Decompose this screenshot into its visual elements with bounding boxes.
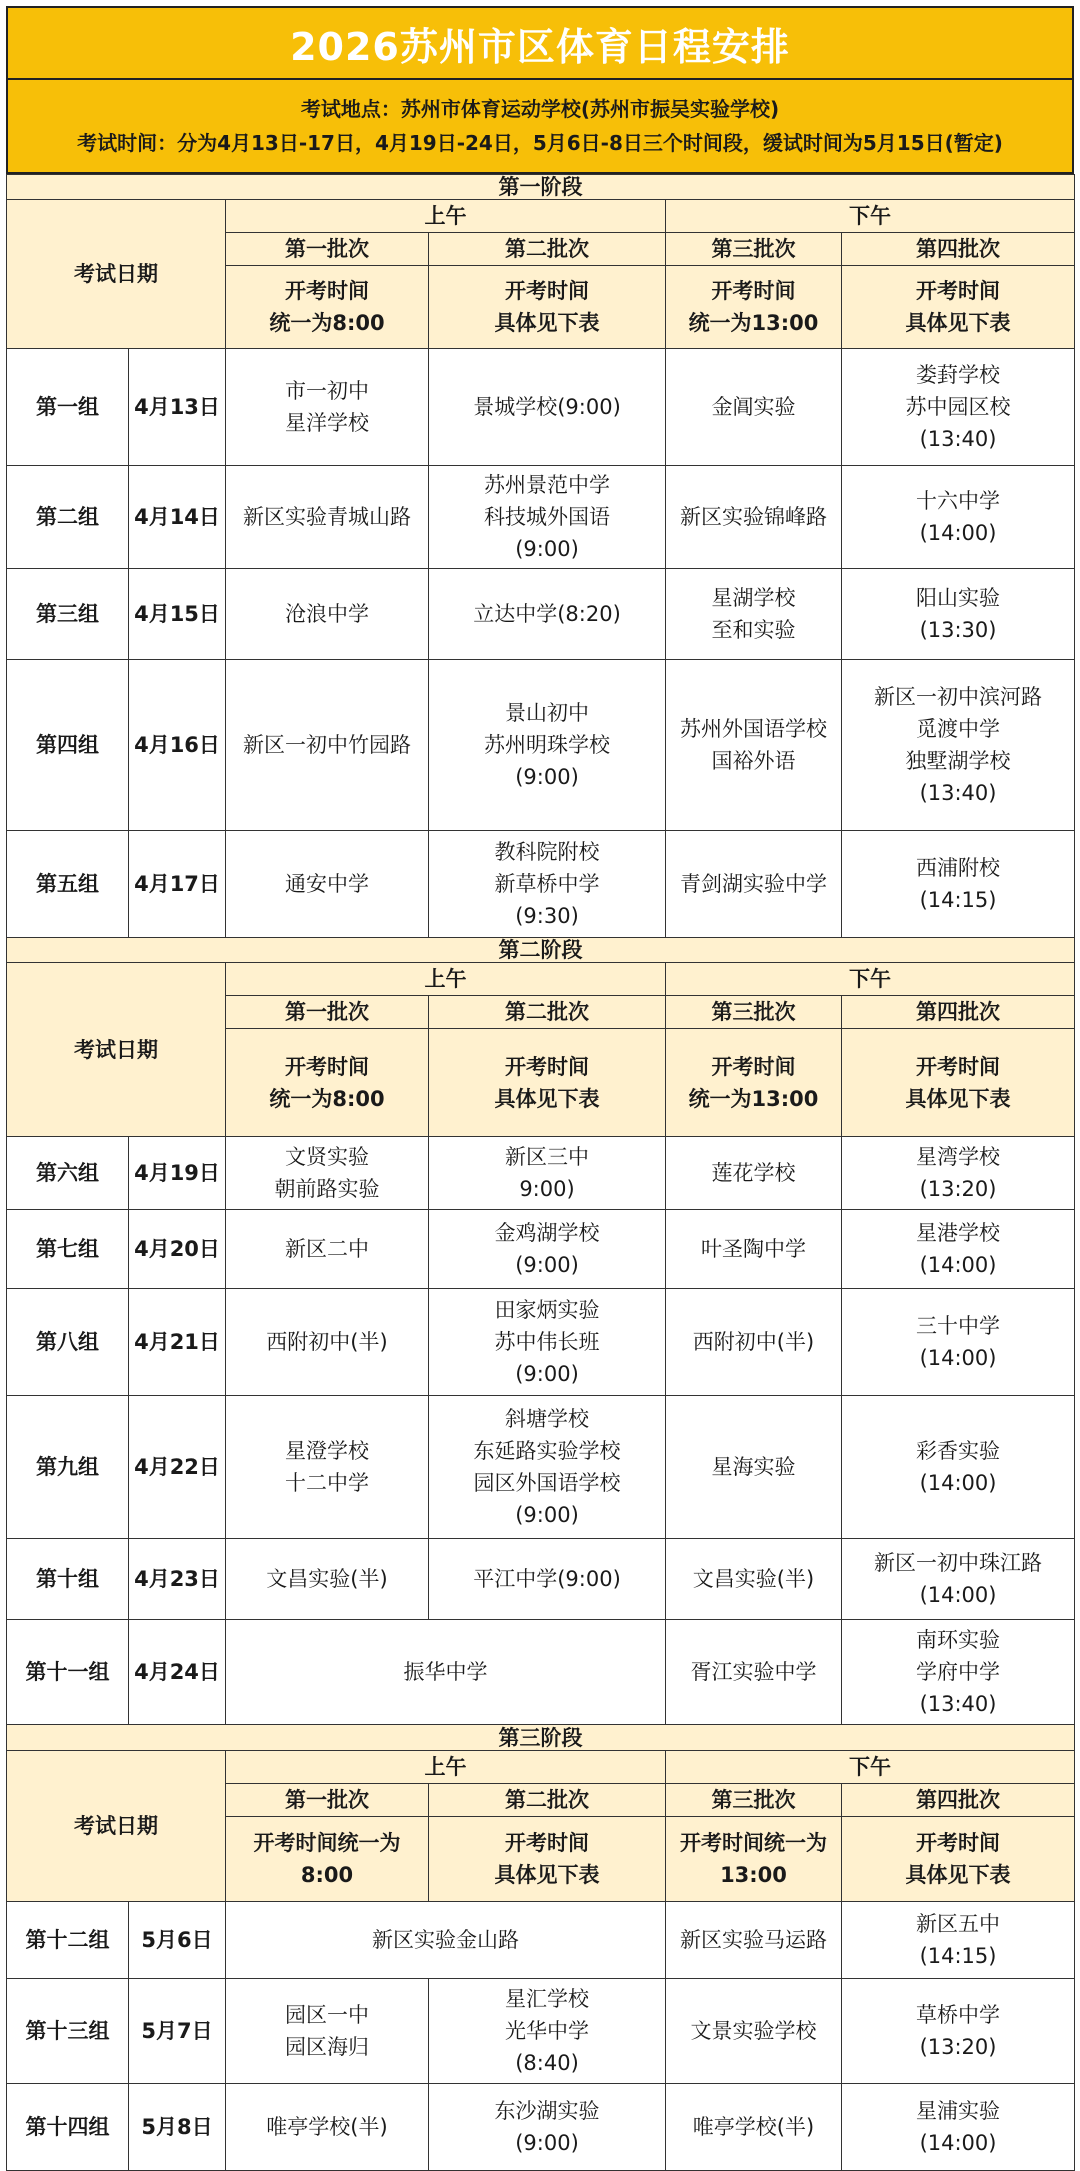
start-time-line: 8:00	[300, 1863, 354, 1887]
school-line: 新区一初中竹园路	[243, 733, 411, 757]
school-line: 新区实验锦峰路	[680, 505, 827, 529]
school-line: 彩香实验	[916, 1439, 1001, 1463]
start-time-line: 开考时间	[916, 279, 1001, 303]
batch3-cell	[666, 1289, 842, 1396]
batch4-start-time	[842, 266, 1075, 349]
school-line: 文贤实验	[285, 1145, 369, 1169]
batch1-header: 第一批次	[226, 1784, 429, 1817]
school-line: (9:00)	[515, 1253, 579, 1277]
school-line: 立达中学(8:20)	[473, 602, 621, 626]
group-cell: 第七组	[7, 1210, 129, 1289]
school-line: 市一初中	[285, 379, 369, 403]
school-line: (13:40)	[919, 1692, 997, 1716]
morning-header: 上午	[226, 963, 666, 996]
school-line: 新区二中	[285, 1237, 369, 1261]
school-line: 教科院附校	[494, 840, 600, 864]
date-cell: 4月14日	[129, 466, 226, 569]
table-row	[7, 1396, 1075, 1539]
batch4-cell	[842, 1396, 1075, 1539]
school-line: 通安中学	[285, 872, 369, 896]
group-cell: 第十三组	[7, 1979, 129, 2084]
school-line: 斜塘学校	[505, 1407, 589, 1431]
group-cell: 第一组	[7, 349, 129, 466]
school-line: 阳山实验	[916, 586, 1001, 610]
batch1-start-time	[226, 1817, 429, 1902]
school-line: 沧浪中学	[285, 602, 369, 626]
school-line: (13:20)	[919, 2035, 997, 2059]
batch3-header: 第三批次	[666, 996, 842, 1029]
school-line: (14:15)	[919, 888, 997, 912]
batch2-cell	[429, 1539, 666, 1620]
school-line: (8:40)	[515, 2051, 579, 2075]
batch4-cell	[842, 569, 1075, 660]
school-line: 平江中学(9:00)	[473, 1567, 621, 1591]
date-cell: 4月19日	[129, 1137, 226, 1210]
school-line: 新区实验金山路	[372, 1928, 519, 1952]
batch1-cell	[226, 2084, 429, 2171]
morning-merged-cell	[226, 1902, 666, 1979]
school-line: 朝前路实验	[274, 1177, 380, 1201]
school-line: 新区一初中滨河路	[874, 685, 1043, 709]
batch4-header: 第四批次	[842, 996, 1075, 1029]
batch4-cell	[842, 660, 1075, 831]
afternoon-header: 下午	[666, 963, 1075, 996]
batch1-cell	[226, 660, 429, 831]
school-line: 东延路实验学校	[473, 1439, 621, 1463]
school-line: 莲花学校	[711, 1161, 796, 1185]
date-cell: 4月20日	[129, 1210, 226, 1289]
start-time-line: 统一为13:00	[688, 1086, 819, 1111]
batch1-cell	[226, 1396, 429, 1539]
group-cell: 第三组	[7, 569, 129, 660]
batch1-cell	[226, 1210, 429, 1289]
school-line: 田家炳实验	[494, 1298, 600, 1322]
group-cell: 第二组	[7, 466, 129, 569]
header-row-period	[7, 1751, 1075, 1784]
school-line: (13:20)	[919, 1177, 997, 1201]
start-time-line: 开考时间统一为	[680, 1831, 827, 1855]
batch4-cell	[842, 1137, 1075, 1210]
schedule-table	[6, 174, 1075, 2171]
school-line: 苏中伟长班	[494, 1330, 600, 1354]
header-row-period	[7, 200, 1075, 233]
exam-date-header: 考试日期	[7, 200, 226, 349]
batch4-cell	[842, 1210, 1075, 1289]
school-line: 娄葑学校	[916, 363, 1001, 387]
school-line: (14:00)	[919, 1471, 997, 1495]
school-line: 唯亭学校(半)	[692, 2115, 815, 2139]
batch3-start-time	[666, 1817, 842, 1902]
exam-date-header: 考试日期	[7, 963, 226, 1137]
batch4-cell	[842, 349, 1075, 466]
batch3-cell	[666, 1396, 842, 1539]
school-line: (14:00)	[919, 1583, 997, 1607]
school-line: 文昌实验(半)	[266, 1567, 388, 1591]
group-cell: 第四组	[7, 660, 129, 831]
school-line: 西浦附校	[916, 856, 1001, 880]
school-line: (13:30)	[919, 618, 997, 642]
batch3-cell	[666, 1979, 842, 2084]
batch4-cell	[842, 2084, 1075, 2171]
start-time-line: 具体见下表	[494, 1863, 600, 1887]
school-line: 振华中学	[403, 1660, 488, 1684]
batch3-cell	[666, 1137, 842, 1210]
date-cell: 4月22日	[129, 1396, 226, 1539]
batch3-header: 第三批次	[666, 233, 842, 266]
date-cell: 5月6日	[129, 1902, 226, 1979]
table-row	[7, 1289, 1075, 1396]
table-row	[7, 1137, 1075, 1210]
school-line: 新区三中	[505, 1145, 589, 1169]
school-line: 苏州明珠学校	[484, 733, 610, 757]
morning-merged-cell	[226, 1620, 666, 1725]
date-cell: 4月21日	[129, 1289, 226, 1396]
date-cell: 4月24日	[129, 1620, 226, 1725]
batch3-cell	[666, 2084, 842, 2171]
batch1-cell	[226, 349, 429, 466]
school-line: (13:40)	[919, 781, 997, 805]
school-line: 园区一中	[285, 2003, 369, 2027]
school-line: (9:00)	[515, 537, 579, 561]
start-time-line: 统一为13:00	[688, 311, 819, 335]
school-line: 9:00)	[519, 1177, 575, 1201]
batch3-cell	[666, 660, 842, 831]
school-line: 东沙湖实验	[494, 2099, 600, 2123]
group-cell: 第六组	[7, 1137, 129, 1210]
table-row	[7, 1620, 1075, 1725]
batch2-start-time	[429, 266, 666, 349]
school-line: 新区实验青城山路	[243, 505, 411, 529]
group-cell: 第五组	[7, 831, 129, 938]
batch1-cell	[226, 569, 429, 660]
school-line: 景山初中	[505, 701, 589, 725]
start-time-line: 具体见下表	[494, 1086, 600, 1111]
school-line: 胥江实验中学	[690, 1660, 817, 1684]
batch4-start-time	[842, 1029, 1075, 1137]
batch4-header: 第四批次	[842, 1784, 1075, 1817]
start-time-line: 统一为8:00	[269, 1086, 385, 1111]
date-cell: 4月13日	[129, 349, 226, 466]
batch2-cell	[429, 660, 666, 831]
school-line: 南环实验	[916, 1628, 1001, 1652]
table-row	[7, 569, 1075, 660]
batch3-cell	[666, 1210, 842, 1289]
school-line: 叶圣陶中学	[701, 1237, 806, 1261]
school-line: 新草桥中学	[494, 872, 600, 896]
start-time-line: 具体见下表	[905, 1086, 1011, 1111]
start-time-line: 具体见下表	[905, 1863, 1011, 1887]
date-cell: 4月17日	[129, 831, 226, 938]
group-cell: 第十二组	[7, 1902, 129, 1979]
school-line: 光华中学	[505, 2019, 589, 2043]
school-line: (9:00)	[515, 765, 579, 789]
school-line: 星汇学校	[505, 1987, 589, 2011]
stage-header-row	[7, 1725, 1075, 1751]
batch2-cell	[429, 569, 666, 660]
school-line: (14:00)	[919, 521, 997, 545]
stage-title: 第二阶段	[7, 938, 1075, 963]
batch4-cell	[842, 831, 1075, 938]
school-line: 星湖学校	[711, 586, 796, 610]
school-line: 三十中学	[916, 1314, 1001, 1338]
group-cell: 第十四组	[7, 2084, 129, 2171]
school-line: (9:30)	[515, 904, 579, 928]
school-line: 景城学校(9:00)	[473, 395, 621, 419]
header-row-period	[7, 963, 1075, 996]
batch1-cell	[226, 466, 429, 569]
school-line: 园区外国语学校	[473, 1471, 621, 1495]
batch2-start-time	[429, 1817, 666, 1902]
stage-header-row	[7, 938, 1075, 963]
batch1-cell	[226, 1289, 429, 1396]
start-time-line: 开考时间	[505, 1831, 589, 1855]
batch3-start-time	[666, 1029, 842, 1137]
school-line: (14:00)	[919, 2131, 997, 2155]
school-line: (9:00)	[515, 2131, 579, 2155]
batch4-cell	[842, 466, 1075, 569]
table-row	[7, 466, 1075, 569]
batch2-cell	[429, 2084, 666, 2171]
start-time-line: 开考时间	[711, 1054, 796, 1079]
start-time-line: 开考时间	[505, 279, 589, 303]
school-line: 新区一初中珠江路	[874, 1551, 1043, 1575]
morning-header: 上午	[226, 200, 666, 233]
date-cell: 4月15日	[129, 569, 226, 660]
date-cell: 4月23日	[129, 1539, 226, 1620]
start-time-line: 开考时间	[285, 1054, 369, 1079]
group-cell: 第十一组	[7, 1620, 129, 1725]
table-row	[7, 2084, 1075, 2171]
batch2-cell	[429, 831, 666, 938]
school-line: 唯亭学校(半)	[266, 2115, 388, 2139]
school-line: 十六中学	[916, 489, 1001, 513]
group-cell: 第八组	[7, 1289, 129, 1396]
exam-location: 考试地点：苏州市体育运动学校(苏州市振吴实验学校)	[300, 97, 780, 121]
table-row	[7, 1979, 1075, 2084]
school-line: 西附初中(半)	[266, 1330, 388, 1354]
school-line: 西附初中(半)	[692, 1330, 815, 1354]
batch2-header: 第二批次	[429, 996, 666, 1029]
table-row	[7, 1210, 1075, 1289]
batch4-cell	[842, 1620, 1075, 1725]
batch3-cell	[666, 1620, 842, 1725]
school-line: 文昌实验(半)	[692, 1567, 815, 1591]
batch4-header: 第四批次	[842, 233, 1075, 266]
batch4-start-time	[842, 1817, 1075, 1902]
afternoon-header: 下午	[666, 1751, 1075, 1784]
school-line: (9:00)	[515, 1503, 579, 1527]
batch3-cell	[666, 349, 842, 466]
school-line: 星洋学校	[285, 411, 369, 435]
school-line: 苏中园区校	[905, 395, 1011, 419]
batch2-cell	[429, 1979, 666, 2084]
school-line: 金阊实验	[711, 395, 796, 419]
group-cell: 第九组	[7, 1396, 129, 1539]
stage-title: 第三阶段	[7, 1725, 1075, 1751]
stage-title: 第一阶段	[7, 175, 1075, 200]
start-time-line: 开考时间	[916, 1831, 1001, 1855]
stage-header-row	[7, 175, 1075, 200]
batch3-header: 第三批次	[666, 1784, 842, 1817]
batch2-cell	[429, 1396, 666, 1539]
batch1-cell	[226, 831, 429, 938]
batch3-cell	[666, 1539, 842, 1620]
start-time-line: 开考时间	[711, 279, 796, 303]
batch4-cell	[842, 1289, 1075, 1396]
schedule-sheet	[6, 6, 1074, 2171]
school-line: 新区实验马运路	[680, 1928, 827, 1952]
batch3-cell	[666, 1902, 842, 1979]
batch2-cell	[429, 1137, 666, 1210]
date-cell: 5月7日	[129, 1979, 226, 2084]
table-row	[7, 349, 1075, 466]
date-cell: 4月16日	[129, 660, 226, 831]
batch2-cell	[429, 349, 666, 466]
afternoon-header: 下午	[666, 200, 1075, 233]
start-time-line: 具体见下表	[494, 311, 600, 335]
school-line: 科技城外国语	[484, 505, 610, 529]
start-time-line: 开考时间	[916, 1054, 1001, 1079]
school-line: (14:00)	[919, 1346, 997, 1370]
batch4-cell	[842, 1979, 1075, 2084]
school-line: 学府中学	[916, 1660, 1001, 1684]
school-line: 独墅湖学校	[905, 749, 1011, 773]
school-line: (14:15)	[919, 1944, 997, 1968]
group-cell: 第十组	[7, 1539, 129, 1620]
school-line: 星海实验	[711, 1455, 796, 1479]
batch1-header: 第一批次	[226, 996, 429, 1029]
batch1-cell	[226, 1539, 429, 1620]
table-row	[7, 660, 1075, 831]
batch3-cell	[666, 569, 842, 660]
batch2-cell	[429, 1210, 666, 1289]
school-line: 苏州外国语学校	[680, 717, 827, 741]
batch1-cell	[226, 1137, 429, 1210]
school-line: 星港学校	[916, 1221, 1001, 1245]
batch3-start-time	[666, 266, 842, 349]
batch2-header: 第二批次	[429, 233, 666, 266]
school-line: 新区五中	[916, 1912, 1001, 1936]
school-line: 金鸡湖学校	[494, 1221, 600, 1245]
school-line: (13:40)	[919, 427, 997, 451]
table-row	[7, 1902, 1075, 1979]
school-line: (9:00)	[515, 1362, 579, 1386]
batch2-cell	[429, 1289, 666, 1396]
batch1-start-time	[226, 266, 429, 349]
start-time-line: 开考时间统一为	[253, 1831, 401, 1855]
start-time-line: 开考时间	[285, 279, 369, 303]
date-cell: 5月8日	[129, 2084, 226, 2171]
school-line: 星湾学校	[916, 1145, 1001, 1169]
exam-date-header: 考试日期	[7, 1751, 226, 1902]
school-line: 草桥中学	[916, 2003, 1001, 2027]
batch1-header: 第一批次	[226, 233, 429, 266]
school-line: 至和实验	[711, 618, 796, 642]
school-line: 青剑湖实验中学	[680, 872, 827, 896]
batch1-start-time	[226, 1029, 429, 1137]
batch2-cell	[429, 466, 666, 569]
batch1-cell	[226, 1979, 429, 2084]
school-line: 国裕外语	[711, 749, 796, 773]
school-line: 文景实验学校	[690, 2019, 817, 2043]
batch4-cell	[842, 1539, 1075, 1620]
school-line: 十二中学	[285, 1471, 369, 1495]
batch3-cell	[666, 831, 842, 938]
batch2-header: 第二批次	[429, 1784, 666, 1817]
school-line: 园区海归	[285, 2035, 369, 2059]
school-line: 觅渡中学	[916, 717, 1001, 741]
school-line: 苏州景范中学	[484, 473, 610, 497]
start-time-line: 13:00	[720, 1863, 787, 1887]
start-time-line: 统一为8:00	[269, 311, 385, 335]
morning-header: 上午	[226, 1751, 666, 1784]
page-title: 2026苏州市区体育日程安排	[6, 6, 1074, 80]
batch2-start-time	[429, 1029, 666, 1137]
start-time-line: 开考时间	[505, 1054, 589, 1079]
batch3-cell	[666, 466, 842, 569]
school-line: 星澄学校	[285, 1439, 369, 1463]
table-row	[7, 1539, 1075, 1620]
table-row	[7, 831, 1075, 938]
batch4-cell	[842, 1902, 1075, 1979]
exam-time: 考试时间：分为4月13日-17日，4月19日-24日，5月6日-8日三个时间段，缓试时间为5月15日(暂定)	[77, 131, 1003, 155]
school-line: 星浦实验	[916, 2099, 1001, 2123]
school-line: (14:00)	[919, 1253, 997, 1277]
start-time-line: 具体见下表	[905, 311, 1011, 335]
exam-info	[6, 80, 1074, 174]
